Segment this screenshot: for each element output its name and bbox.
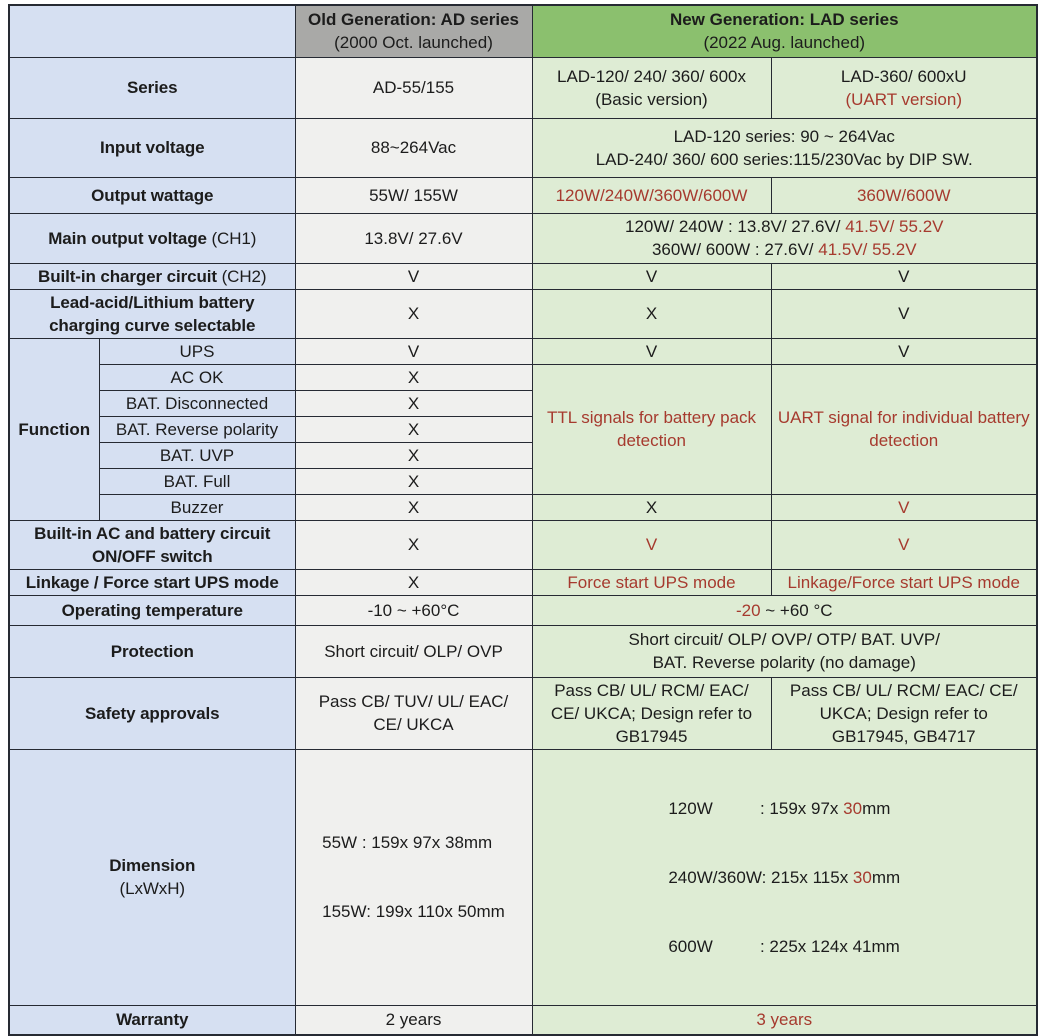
dimension-line2-black: 240W/360W: 215x 115x — [668, 867, 853, 887]
function-bat-uvp-label: BAT. UVP — [99, 442, 295, 468]
function-buzzer-basic-value: X — [532, 494, 771, 520]
function-ac-ok-old-value: X — [295, 364, 532, 390]
battery-curve-label — [9, 289, 295, 338]
warranty-label: Warranty — [9, 1005, 295, 1035]
charger-circuit-label — [9, 263, 295, 289]
dimension-line1-unit: mm — [862, 798, 891, 818]
dimension-label-bold: Dimension — [109, 856, 196, 875]
battery-curve-old-value: X — [295, 289, 532, 338]
old-generation-title: Old Generation: AD series — [308, 10, 519, 30]
series-basic-line2: (Basic version) — [595, 89, 708, 109]
operating-temperature-label: Operating temperature — [9, 595, 295, 625]
header-new-generation — [532, 5, 1037, 57]
series-basic-line1: LAD-120/ 240/ 360/ 600x — [556, 66, 747, 86]
row-safety-approvals — [9, 677, 1037, 749]
row-charger-circuit — [9, 263, 1037, 289]
row-dimension — [9, 749, 1037, 1005]
input-voltage-new-line1: LAD-120 series: 90 ~ 264Vac — [673, 126, 895, 146]
operating-temperature-new-red: -20 — [735, 600, 761, 620]
safety-approvals-label: Safety approvals — [9, 677, 295, 749]
safety-approvals-uart-value — [771, 677, 1037, 749]
main-output-line1-black: 120W/ 240W : 13.8V/ 27.6V/ — [625, 217, 846, 236]
input-voltage-new-value — [532, 118, 1037, 177]
series-old-value: AD-55/155 — [295, 57, 532, 118]
old-generation-subtitle: (2000 Oct. launched) — [334, 33, 493, 53]
function-ac-ok-label: AC OK — [99, 364, 295, 390]
dimension-line1-red: 30 — [843, 798, 863, 818]
battery-curve-label-line1: Lead-acid/Lithium battery — [50, 292, 255, 312]
operating-temperature-new-value — [532, 595, 1037, 625]
safety-uart-line3: GB17945, GB4717 — [831, 726, 976, 746]
row-warranty — [9, 1005, 1037, 1035]
charger-circuit-label-ch2: (CH2) — [217, 266, 267, 286]
series-uart-value — [771, 57, 1037, 118]
charger-circuit-label-bold: Built-in charger circuit — [38, 266, 217, 286]
row-protection — [9, 625, 1037, 677]
charger-circuit-old-value: V — [295, 263, 532, 289]
series-uart-line1: LAD-360/ 600xU — [840, 66, 967, 86]
series-basic-value — [532, 57, 771, 118]
function-buzzer-uart-value: V — [771, 494, 1037, 520]
function-ups-uart-value: V — [771, 338, 1037, 364]
ac-switch-old-value: X — [295, 520, 532, 569]
row-series — [9, 57, 1037, 118]
safety-approvals-basic-value — [532, 677, 771, 749]
protection-new-line1: Short circuit/ OLP/ OVP/ OTP/ BAT. UVP/ — [628, 630, 940, 649]
main-output-voltage-new-line2 — [537, 238, 1033, 261]
protection-old-value: Short circuit/ OLP/ OVP — [295, 625, 532, 677]
dimension-old-line2: 155W: 199x 110x 50mm — [322, 902, 505, 921]
charger-circuit-basic-value: V — [532, 263, 771, 289]
function-ups-old-value: V — [295, 338, 532, 364]
dimension-old-line1: 55W : 159x 97x 38mm — [322, 833, 493, 852]
safety-uart-line2: UKCA; Design refer to — [819, 703, 988, 723]
function-bat-disconnected-label: BAT. Disconnected — [99, 390, 295, 416]
warranty-old-value: 2 years — [295, 1005, 532, 1035]
output-wattage-old-value: 55W/ 155W — [295, 177, 532, 213]
safety-basic-line1: Pass CB/ UL/ RCM/ EAC/ — [554, 680, 749, 700]
safety-basic-line2: CE/ UKCA; Design refer to — [550, 703, 753, 723]
function-ups-basic-value: V — [532, 338, 771, 364]
ac-switch-label — [9, 520, 295, 569]
protection-label: Protection — [9, 625, 295, 677]
dimension-new-line3: 600W : 225x 124x 41mm — [668, 936, 900, 956]
dimension-line2-unit: mm — [871, 867, 901, 887]
safety-approvals-old-value — [295, 677, 532, 749]
function-buzzer-label: Buzzer — [99, 494, 295, 520]
row-ac-switch — [9, 520, 1037, 569]
row-function-ac-ok — [9, 364, 1037, 390]
header-row — [9, 5, 1037, 57]
protection-new-line2: BAT. Reverse polarity (no damage) — [652, 653, 916, 672]
main-output-voltage-label — [9, 213, 295, 263]
dimension-new-line2 — [668, 866, 900, 889]
function-uart-merged-value: UART signal for individual battery detection — [771, 364, 1037, 494]
header-old-generation — [295, 5, 532, 57]
input-voltage-new-line2: LAD-240/ 360/ 600 series:115/230Vac by DIP SW. — [595, 149, 973, 169]
function-buzzer-old-value: X — [295, 494, 532, 520]
linkage-basic-value: Force start UPS mode — [532, 569, 771, 595]
row-input-voltage — [9, 118, 1037, 177]
new-generation-subtitle: (2022 Aug. launched) — [703, 33, 866, 53]
main-output-voltage-new-line1 — [537, 215, 1033, 238]
linkage-uart-value: Linkage/Force start UPS mode — [771, 569, 1037, 595]
safety-old-line1: Pass CB/ TUV/ UL/ EAC/ — [318, 692, 509, 711]
main-output-line2-black: 360W/ 600W : 27.6V/ — [651, 240, 819, 259]
row-linkage — [9, 569, 1037, 595]
output-wattage-basic-value: 120W/240W/360W/600W — [532, 177, 771, 213]
battery-curve-basic-value: X — [532, 289, 771, 338]
function-bat-full-old-value: X — [295, 468, 532, 494]
safety-uart-line1: Pass CB/ UL/ RCM/ EAC/ CE/ — [789, 680, 1018, 700]
ac-switch-uart-value: V — [771, 520, 1037, 569]
function-ups-label: UPS — [99, 338, 295, 364]
output-wattage-label: Output wattage — [9, 177, 295, 213]
input-voltage-old-value: 88~264Vac — [295, 118, 532, 177]
dimension-line1-black: 120W : 159x 97x — [668, 798, 844, 818]
main-output-line1-red: 41.5V/ 55.2V — [845, 217, 944, 236]
comparison-table — [8, 4, 1038, 1036]
series-uart-line2: (UART version) — [845, 89, 962, 109]
main-output-voltage-label-ch1: (CH1) — [206, 228, 257, 248]
ac-switch-label-line1: Built-in AC and battery circuit — [34, 523, 271, 543]
input-voltage-label: Input voltage — [9, 118, 295, 177]
battery-curve-label-line2: charging curve selectable — [49, 315, 256, 335]
function-label: Function — [9, 338, 99, 520]
function-bat-uvp-old-value: X — [295, 442, 532, 468]
dimension-label — [9, 749, 295, 1005]
charger-circuit-uart-value: V — [771, 263, 1037, 289]
header-blank-cell — [9, 5, 295, 57]
row-operating-temperature — [9, 595, 1037, 625]
function-bat-reverse-old-value: X — [295, 416, 532, 442]
main-output-voltage-label-bold: Main output voltage — [48, 228, 207, 248]
output-wattage-uart-value: 360W/600W — [771, 177, 1037, 213]
series-label: Series — [9, 57, 295, 118]
linkage-label: Linkage / Force start UPS mode — [9, 569, 295, 595]
main-output-line2-red: 41.5V/ 55.2V — [818, 240, 917, 259]
dimension-new-value — [532, 749, 1037, 1005]
warranty-new-value: 3 years — [532, 1005, 1037, 1035]
protection-new-value — [532, 625, 1037, 677]
linkage-old-value: X — [295, 569, 532, 595]
ac-switch-label-line2: ON/OFF switch — [91, 546, 213, 566]
function-bat-reverse-label: BAT. Reverse polarity — [99, 416, 295, 442]
row-function-buzzer — [9, 494, 1037, 520]
function-bat-disconnected-old-value: X — [295, 390, 532, 416]
row-main-output-voltage — [9, 213, 1037, 263]
operating-temperature-new-black: ~ +60 °C — [760, 600, 833, 620]
new-generation-title: New Generation: LAD series — [669, 10, 899, 30]
main-output-voltage-new-value — [532, 213, 1037, 263]
dimension-line2-red: 30 — [852, 867, 872, 887]
row-battery-curve — [9, 289, 1037, 338]
function-basic-merged-value: TTL signals for battery pack detection — [532, 364, 771, 494]
battery-curve-uart-value: V — [771, 289, 1037, 338]
ac-switch-basic-value: V — [532, 520, 771, 569]
safety-basic-line3: GB17945 — [615, 726, 688, 746]
dimension-label-lxwxh: (LxWxH) — [119, 879, 185, 898]
dimension-old-value — [295, 749, 532, 1005]
dimension-new-line1 — [668, 797, 900, 820]
safety-old-line2: CE/ UKCA — [373, 715, 454, 734]
operating-temperature-old-value: -10 ~ +60°C — [295, 595, 532, 625]
main-output-voltage-old-value: 13.8V/ 27.6V — [295, 213, 532, 263]
row-output-wattage — [9, 177, 1037, 213]
function-bat-full-label: BAT. Full — [99, 468, 295, 494]
row-function-ups — [9, 338, 1037, 364]
